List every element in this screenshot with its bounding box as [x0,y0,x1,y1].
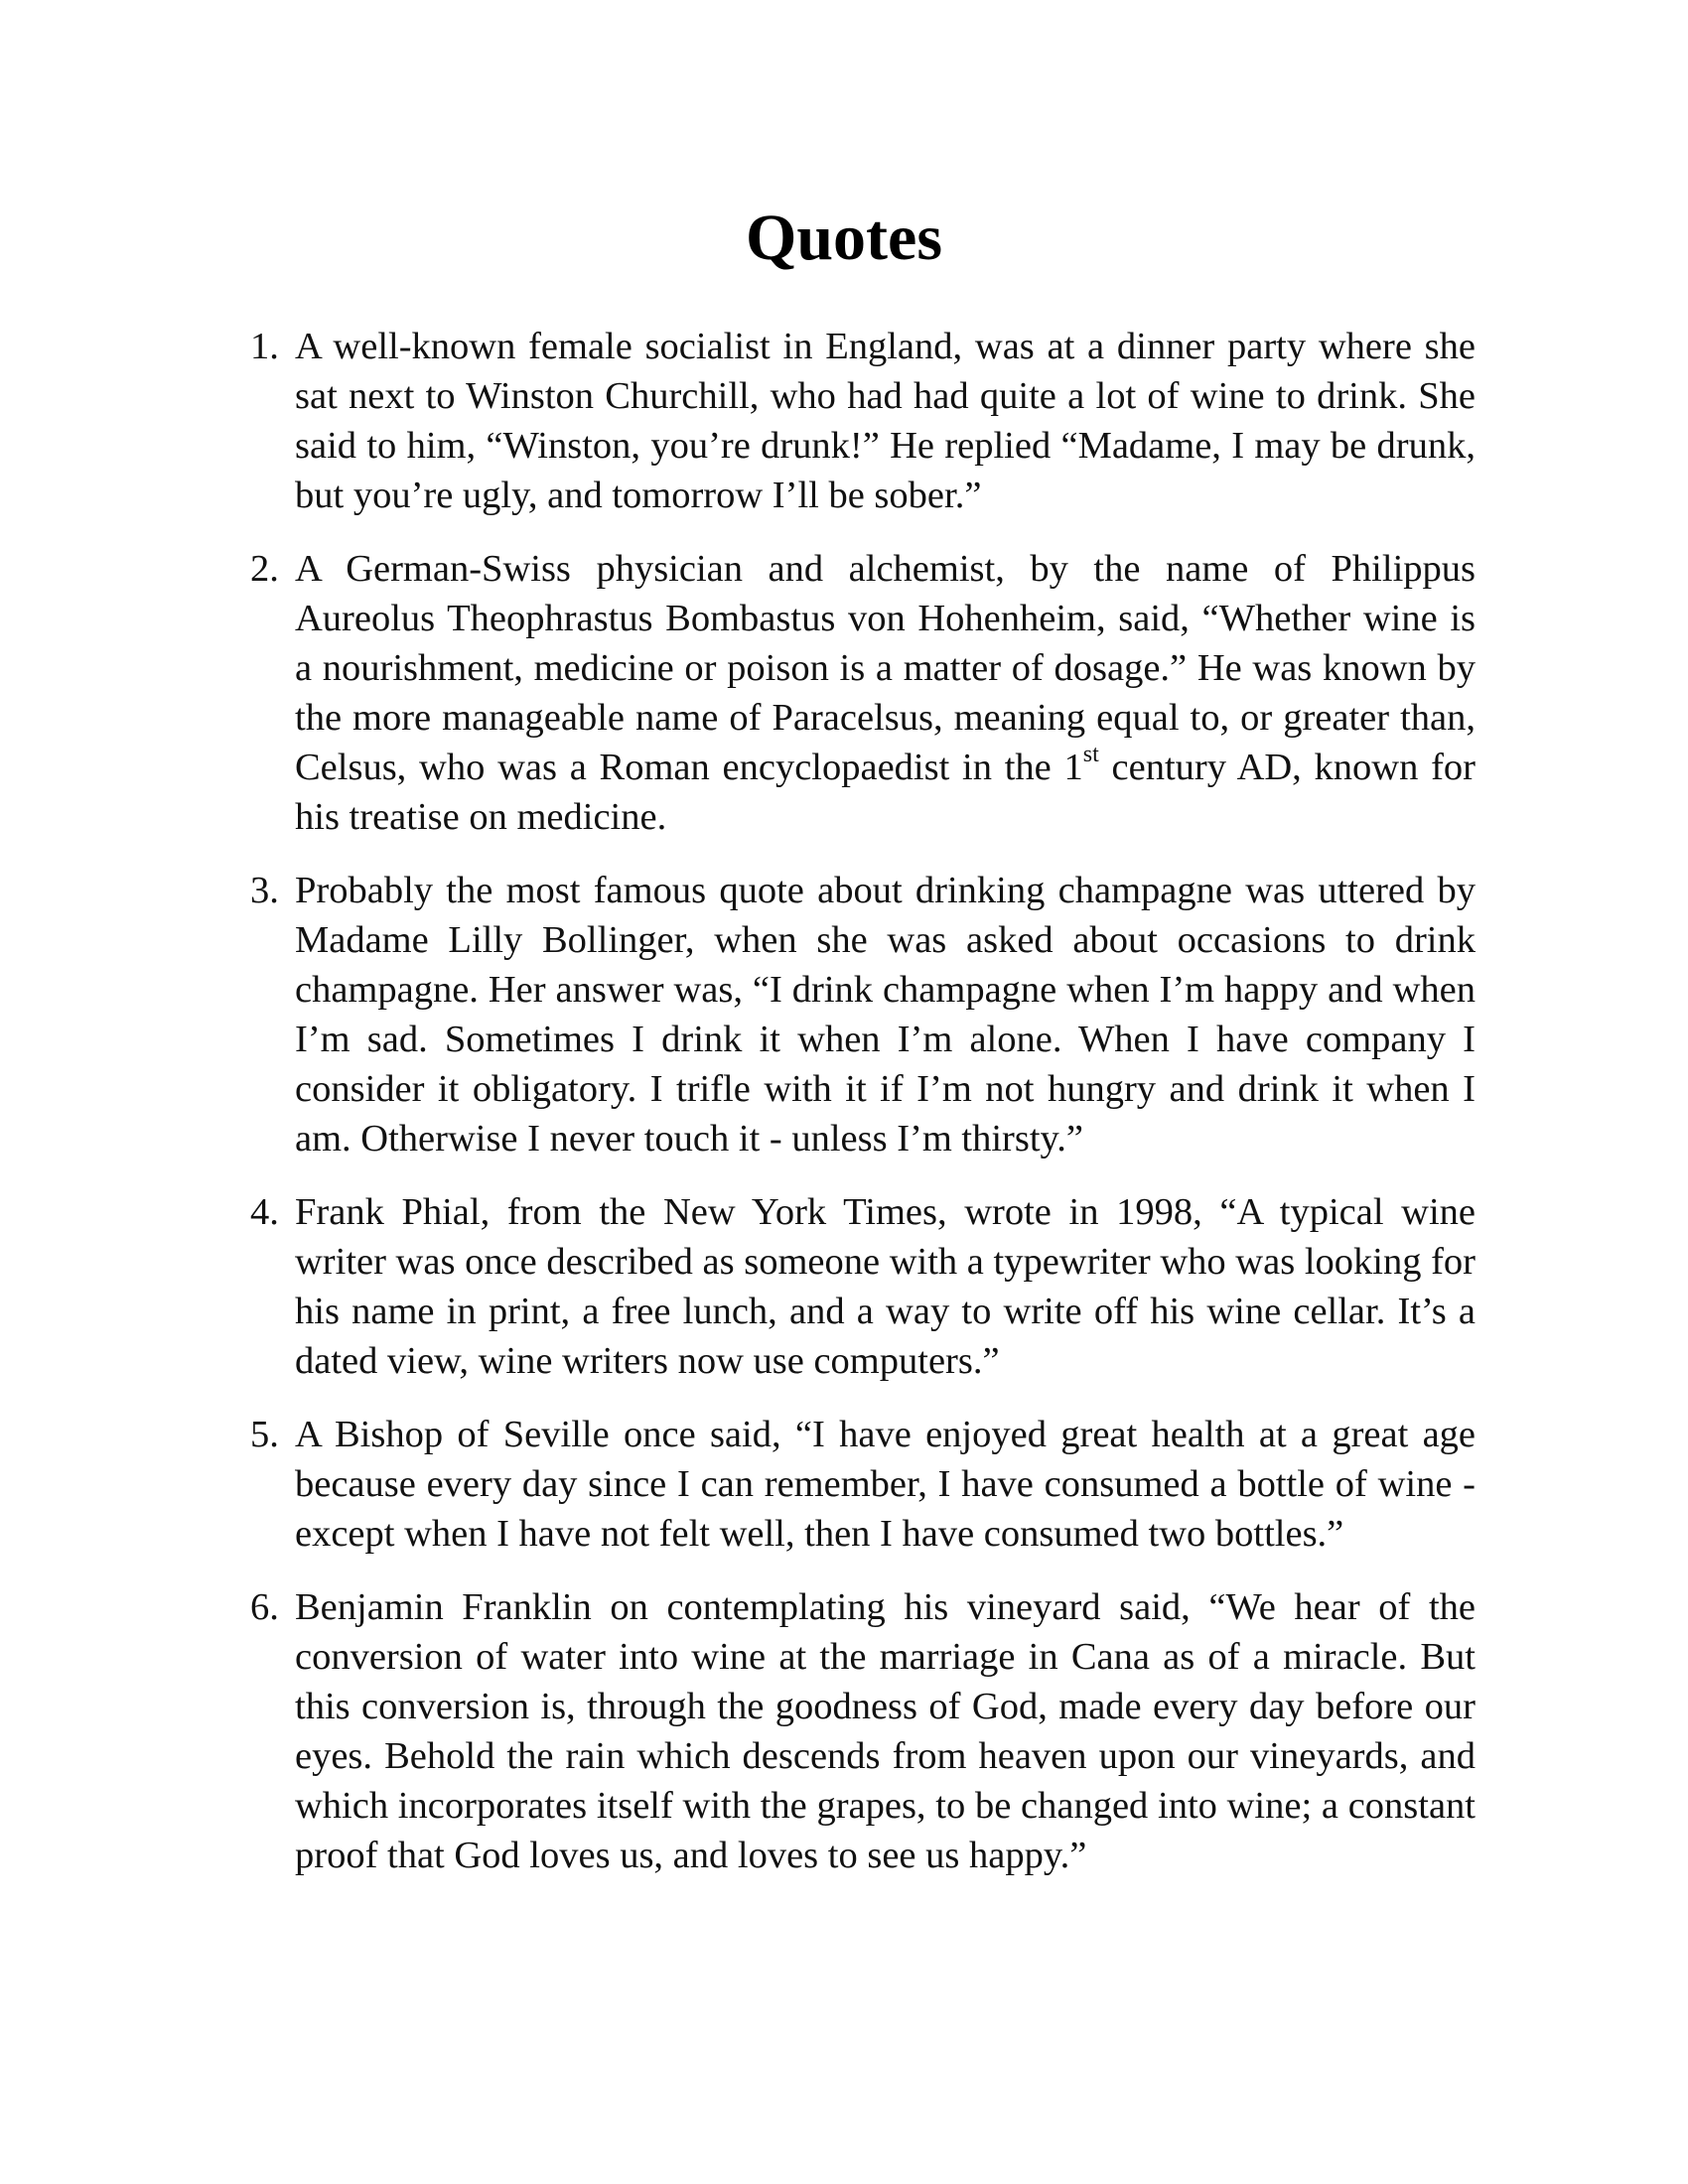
quote-text-part: century AD, known for his treatise on medicine. [295,747,1476,838]
quote-text: Frank Phial, from the New York Times, wrote in 1998, “A typical wine writer was once described as someone with a typewriter who was looking for his name in print, a free lunch, and a way to write off his wine cellar. It’s a dated view, wine writers now use computers.” [295,1191,1476,1382]
ordinal-superscript: st [1082,742,1099,767]
quote-text [295,544,1476,842]
quote-text: Benjamin Franklin on contemplating his vineyard said, “We hear of the conversion of water into wine at the marriage in Cana as of a miracle. But this conversion is, through the goodness of God, made every day before our eyes. Behold the rain which descends from heaven upon our vineyards, and which incorporates itself with the grapes, to be changed into wine; a constant proof that God loves us, and loves to see us happy.” [295,1586,1476,1876]
quote-number: 2. [250,548,279,590]
quote-list [250,322,1476,1904]
quote-text: A Bishop of Seville once said, “I have enjoyed great health at a great age because every day since I can remember, I have consumed a bottle of wine - except when I have not felt well, then I have consumed two bottles.” [295,1414,1476,1555]
page-title: Quotes [746,202,942,274]
quote-number: 5. [250,1414,279,1455]
quote-item-6 [250,1582,1476,1880]
quote-item-5 [250,1410,1476,1559]
quote-text: A well-known female socialist in England, was at a dinner party where she sat next to Winston Churchill, who had had quite a lot of wine to drink. She said to him, “Winston, you’re drunk!” He replied “Madame, I may be drunk, but you’re ugly, and tomorrow I’ll be sober.” [295,326,1476,516]
quote-number: 6. [250,1586,279,1628]
quote-number: 3. [250,870,279,911]
quote-item-3 [250,866,1476,1163]
quote-item-1 [250,322,1476,520]
quote-item-2 [250,544,1476,842]
quote-item-4 [250,1187,1476,1386]
quote-text-part: A German-Swiss physician and alchemist, by the name of Philippus Aureolus Theophrastus Bombastus von Hohenheim, said, “Whether wine is a nourishment, medicine or poison is a matter of dosage.” He was known by the more manageable name of Paracelsus, meaning equal to, or greater than, Celsus, who was a Roman encyclopaedist in the 1 [295,548,1476,788]
quote-number: 4. [250,1191,279,1233]
quote-text: Probably the most famous quote about drinking champagne was uttered by Madame Lilly Bollinger, when she was asked about occasions to drink champagne. Her answer was, “I drink champagne when I’m happy and when I’m sad. Sometimes I drink it when I’m alone. When I have company I consider it obligatory. I trifle with it if I’m not hungry and drink it when I am. Otherwise I never touch it - unless I’m thirsty.” [295,870,1476,1160]
quote-number: 1. [250,326,279,367]
